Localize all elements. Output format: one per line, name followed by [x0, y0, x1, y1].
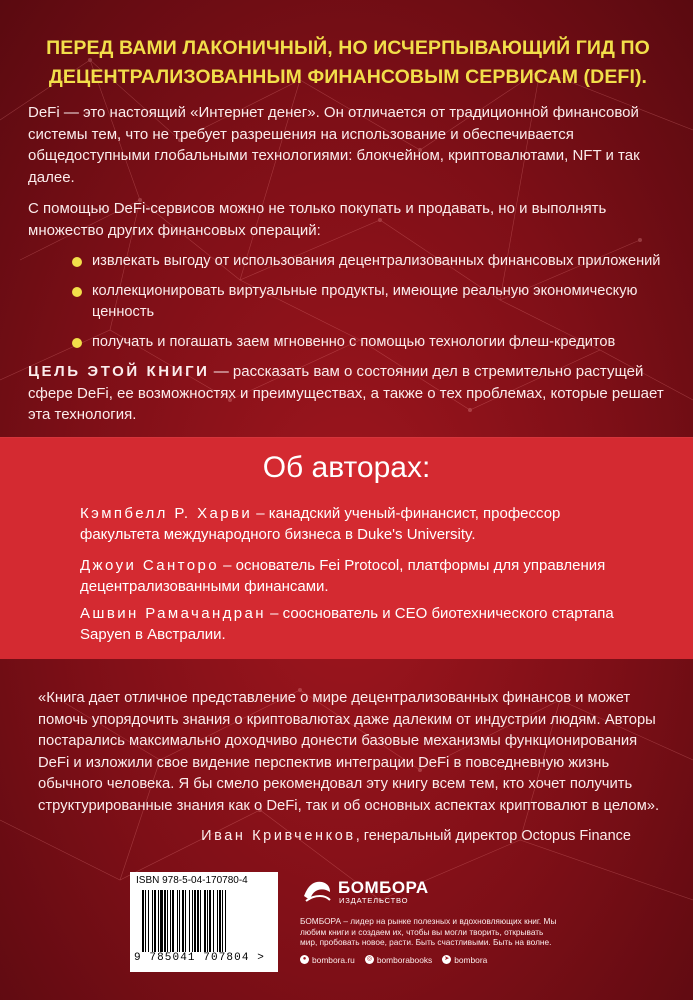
- bullet-list: [28, 251, 668, 353]
- author-entry: [80, 603, 640, 645]
- globe-icon: ●: [300, 955, 309, 964]
- barcode-bar: [207, 890, 208, 952]
- quote-attribution: [201, 828, 631, 844]
- author-entry: [80, 503, 640, 545]
- barcode-bar: [177, 890, 178, 952]
- bombora-logo-icon: [300, 874, 334, 908]
- social-link-instagram[interactable]: ◎ bomborabooks: [366, 954, 433, 965]
- publisher-description: БОМБОРА – лидер на рынке полезных и вдохновляющих книг. Мы любим книги и создаем их, чтобы вы могли творить, открывать мир, пробовать новое, расти. Быть счастливыми. Быть на волне.: [300, 916, 557, 948]
- barcode-bar: [189, 890, 190, 952]
- barcode-bar: [217, 890, 218, 952]
- barcode-bar: [167, 890, 168, 952]
- barcode-bar: [160, 890, 163, 952]
- author-name: Кэмпбелл Р. Харви: [80, 505, 253, 522]
- barcode-bar: [213, 890, 214, 952]
- barcode-bar: [219, 890, 221, 952]
- barcode-bar: [194, 890, 196, 952]
- quote-author-role: , генеральный директор Octopus Finance: [355, 828, 631, 844]
- authors-title: Об авторах:: [262, 451, 431, 484]
- barcode-bar: [185, 890, 186, 952]
- barcode-bar: [145, 890, 146, 952]
- isbn-barcode-box: [130, 872, 278, 972]
- social-link-site[interactable]: ● bombora.ru: [300, 955, 355, 965]
- review-quote: «Книга дает отличное представление о мире децентрализованных финансов и может помочь упорядочить знания о криптовалютах даже далеким от индустрии людям. Авторы постарались максимально доходчиво донести базовые механизмы функционирования DeFi и изложили свое видение перспектив интеграции DeFi в повседневную жизнь обычного человека. Я бы смело рекомендовал эту книгу всем тем, кто хочет получить структурированные знания как о DeFi, так и об основных аспектах криптовалют в целом».: [38, 690, 660, 814]
- top-section: [28, 34, 668, 426]
- quote-author-name: Иван Кривченков: [201, 828, 356, 844]
- publisher-sub: ИЗДАТЕЛЬСТВО: [339, 896, 409, 905]
- author-name: Джоуи Санторо: [80, 557, 219, 574]
- barcode-bar: [204, 890, 206, 952]
- barcode-bar: [170, 890, 171, 952]
- author-desc: – основатель Fei Protocol, платформы для управления децентрализованными финансами.: [80, 557, 606, 595]
- bullet-dot-icon: [72, 287, 82, 297]
- barcode-bar: [200, 890, 201, 952]
- intro-paragraph: DeFi — это настоящий «Интернет денег». Он отличается от традиционной финансовой системы тем, что не требует разрешения на использование и обеспечивается общедоступными глобальными технологиями: блокчейном, криптовалютами, NFT и так далее.: [28, 104, 640, 186]
- bullet-dot-icon: [72, 338, 82, 348]
- list-item: извлекать выгоду от использования децентрализованных финансовых приложений: [28, 251, 668, 273]
- services-paragraph: С помощью DeFi-сервисов можно не только покупать и продавать, но и выполнять множество других финансовых операций:: [28, 200, 607, 239]
- social-link-telegram[interactable]: ➤ bombora: [444, 954, 488, 965]
- author-entry: [80, 555, 640, 597]
- barcode-bar: [192, 890, 193, 952]
- bullet-dot-icon: [72, 257, 82, 267]
- barcode-digits: 9 785041 707804 >: [134, 952, 265, 964]
- barcode-bar: [209, 890, 211, 952]
- barcode-bar: [225, 890, 226, 952]
- author-desc: – канадский ученый-финансист, профессор факультета международного бизнеса в Duke's University.: [80, 505, 561, 543]
- publisher-name: БОМБОРА: [338, 878, 429, 897]
- goal-lead: ЦЕЛЬ ЭТОЙ КНИГИ: [28, 363, 210, 380]
- barcode-bar: [172, 890, 174, 952]
- goal-text: — рассказать вам о состоянии дел в стремительно растущей сфере DeFi, ее возможностях и преимуществах, а также о тех проблемах, которые решает эта технология.: [28, 363, 664, 423]
- authors-band: [0, 437, 693, 659]
- isbn-text: ISBN 978-5-04-170780-4: [136, 875, 248, 886]
- barcode-bar: [179, 890, 180, 952]
- list-item: коллекционировать виртуальные продукты, имеющие реальную экономическую ценность: [28, 281, 668, 324]
- author-name: Ашвин Рамачандран: [80, 605, 266, 622]
- list-item: получать и погашать заем мгновенно с помощью технологии флеш-кредитов: [28, 332, 668, 354]
- barcode-bar: [158, 890, 159, 952]
- headline: ПЕРЕД ВАМИ ЛАКОНИЧНЫЙ, НО ИСЧЕРПЫВАЮЩИЙ ГИД ПО ДЕЦЕНТРАЛИЗОВАННЫМ ФИНАНСОВЫМ СЕРВИСАМ (DEFI).: [46, 37, 650, 88]
- barcode-bar: [222, 890, 223, 952]
- barcode-bar: [197, 890, 199, 952]
- barcode: [142, 890, 266, 952]
- instagram-icon: ◎: [366, 956, 372, 963]
- barcode-bar: [154, 890, 156, 952]
- author-desc: – сооснователь и CEO биотехнического стартапа Sapyen в Австралии.: [80, 605, 614, 643]
- social-links: [300, 955, 600, 965]
- telegram-icon: ➤: [444, 956, 450, 963]
- barcode-bar: [164, 890, 166, 952]
- goal-paragraph: [28, 361, 668, 426]
- barcode-bar: [152, 890, 153, 952]
- barcode-bar: [142, 890, 144, 952]
- barcode-bar: [182, 890, 184, 952]
- barcode-bar: [148, 890, 149, 952]
- publisher-block: [300, 872, 600, 965]
